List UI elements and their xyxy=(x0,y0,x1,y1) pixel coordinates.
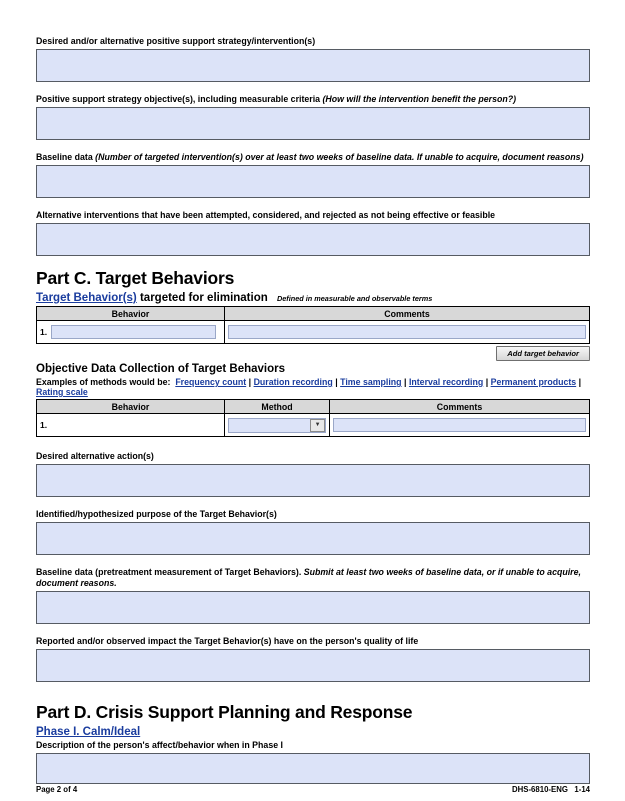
field-label xyxy=(36,152,590,163)
field-label-text: Alternative interventions that have been attempted, considered, and rejected as not being effective or feasible xyxy=(36,210,496,220)
text-input[interactable] xyxy=(36,649,590,682)
table-header-row xyxy=(37,400,590,414)
form-field xyxy=(36,36,590,82)
field-label xyxy=(36,740,590,751)
target-behaviors-link[interactable]: Target Behavior(s) xyxy=(36,292,137,304)
behavior-input[interactable] xyxy=(51,325,216,339)
column-header-behavior: Behavior xyxy=(37,307,225,321)
field-label xyxy=(36,509,590,520)
duration-recording-link[interactable]: Duration recording xyxy=(253,377,333,387)
permanent-products-link[interactable]: Permanent products xyxy=(490,377,577,387)
text-input[interactable] xyxy=(36,591,590,624)
field-label-text: Reported and/or observed impact the Target Behavior(s) have on the person's quality of life xyxy=(36,636,419,646)
field-label-text: Desired alternative action(s) xyxy=(36,451,154,461)
field-label-note: (How will the intervention benefit the person?) xyxy=(322,94,517,104)
field-label xyxy=(36,94,590,105)
part-c-heading: Part C. Target Behaviors xyxy=(36,268,235,288)
form-field xyxy=(36,152,590,198)
examples-prefix: Examples of methods would be: xyxy=(36,377,171,387)
comments-cell xyxy=(225,321,590,344)
method-selected-value xyxy=(229,419,310,432)
form-field xyxy=(36,509,590,555)
phase-1-link[interactable]: Phase I. Calm/Ideal xyxy=(36,726,141,738)
link-separator: | xyxy=(248,377,252,387)
form-page xyxy=(36,0,590,796)
form-field xyxy=(36,210,590,256)
field-label-note: (Number of targeted intervention(s) over at least two weeks of baseline data. If unable to acquire, document reasons) xyxy=(95,152,584,162)
method-cell xyxy=(225,414,330,437)
field-label xyxy=(36,636,590,647)
elimination-subheading xyxy=(36,292,590,304)
comments-cell xyxy=(330,414,590,437)
column-header-behavior: Behavior xyxy=(37,400,225,414)
field-label-text: Description of the person's affect/behavior when in Phase I xyxy=(36,740,283,750)
column-header-method: Method xyxy=(225,400,330,414)
method-examples-line xyxy=(36,377,590,397)
text-input[interactable] xyxy=(36,223,590,256)
phase-1-subheading xyxy=(36,726,590,738)
field-label-note: Submit at least two weeks of baseline data, or if unable to acquire, document reasons. xyxy=(36,567,581,588)
behavior-cell xyxy=(37,414,225,437)
method-select[interactable] xyxy=(228,418,326,433)
field-label-text: Positive support strategy objective(s), including measurable criteria xyxy=(36,94,321,104)
row-number: 1. xyxy=(40,419,48,430)
field-label xyxy=(36,36,590,47)
text-input[interactable] xyxy=(36,753,590,784)
text-input[interactable] xyxy=(36,464,590,497)
text-input[interactable] xyxy=(36,522,590,555)
table-row xyxy=(37,414,590,437)
table-header-row xyxy=(37,307,590,321)
field-label-text: Baseline data xyxy=(36,152,93,162)
link-separator: | xyxy=(404,377,407,387)
form-field xyxy=(36,567,590,624)
time-sampling-link[interactable]: Time sampling xyxy=(340,377,402,387)
elimination-note: Defined in measurable and observable terms xyxy=(276,294,433,303)
field-label xyxy=(36,210,590,221)
link-separator: | xyxy=(578,377,582,387)
comments-input[interactable] xyxy=(333,418,586,432)
column-header-comments: Comments xyxy=(330,400,590,414)
table-row xyxy=(37,321,590,344)
frequency-count-link[interactable]: Frequency count xyxy=(175,377,247,387)
text-input[interactable] xyxy=(36,165,590,198)
form-field xyxy=(36,451,590,497)
field-label-text: Desired and/or alternative positive support strategy/intervention(s) xyxy=(36,36,316,46)
form-field xyxy=(36,740,590,784)
form-field xyxy=(36,94,590,140)
add-button-row xyxy=(36,346,590,362)
field-label-text: Identified/hypothesized purpose of the Target Behavior(s) xyxy=(36,509,277,519)
link-separator: | xyxy=(485,377,489,387)
text-input[interactable] xyxy=(36,49,590,82)
dropdown-arrow-icon[interactable]: ▼ xyxy=(310,419,325,432)
page-number: Page 2 of 4 xyxy=(36,785,78,794)
column-header-comments: Comments xyxy=(225,307,590,321)
field-label xyxy=(36,567,590,589)
rating-scale-link[interactable]: Rating scale xyxy=(36,387,88,397)
behavior-cell xyxy=(37,321,225,344)
field-label-text: Baseline data (pretreatment measurement of Target Behaviors). xyxy=(36,567,302,577)
elimination-subheading-text: targeted for elimination xyxy=(139,292,268,304)
row-number: 1. xyxy=(40,326,48,337)
add-target-behavior-button[interactable]: Add target behavior xyxy=(496,346,590,361)
field-label xyxy=(36,451,590,462)
text-input[interactable] xyxy=(36,107,590,140)
objective-data-heading: Objective Data Collection of Target Behaviors xyxy=(36,363,286,375)
interval-recording-link[interactable]: Interval recording xyxy=(408,377,484,387)
comments-input[interactable] xyxy=(228,325,586,339)
form-field xyxy=(36,636,590,682)
link-separator: | xyxy=(335,377,338,387)
form-number: DHS-6810-ENG 1-14 xyxy=(512,785,590,794)
target-behavior-table xyxy=(36,306,590,344)
objective-data-table xyxy=(36,399,590,437)
part-d-heading: Part D. Crisis Support Planning and Response xyxy=(36,702,413,722)
